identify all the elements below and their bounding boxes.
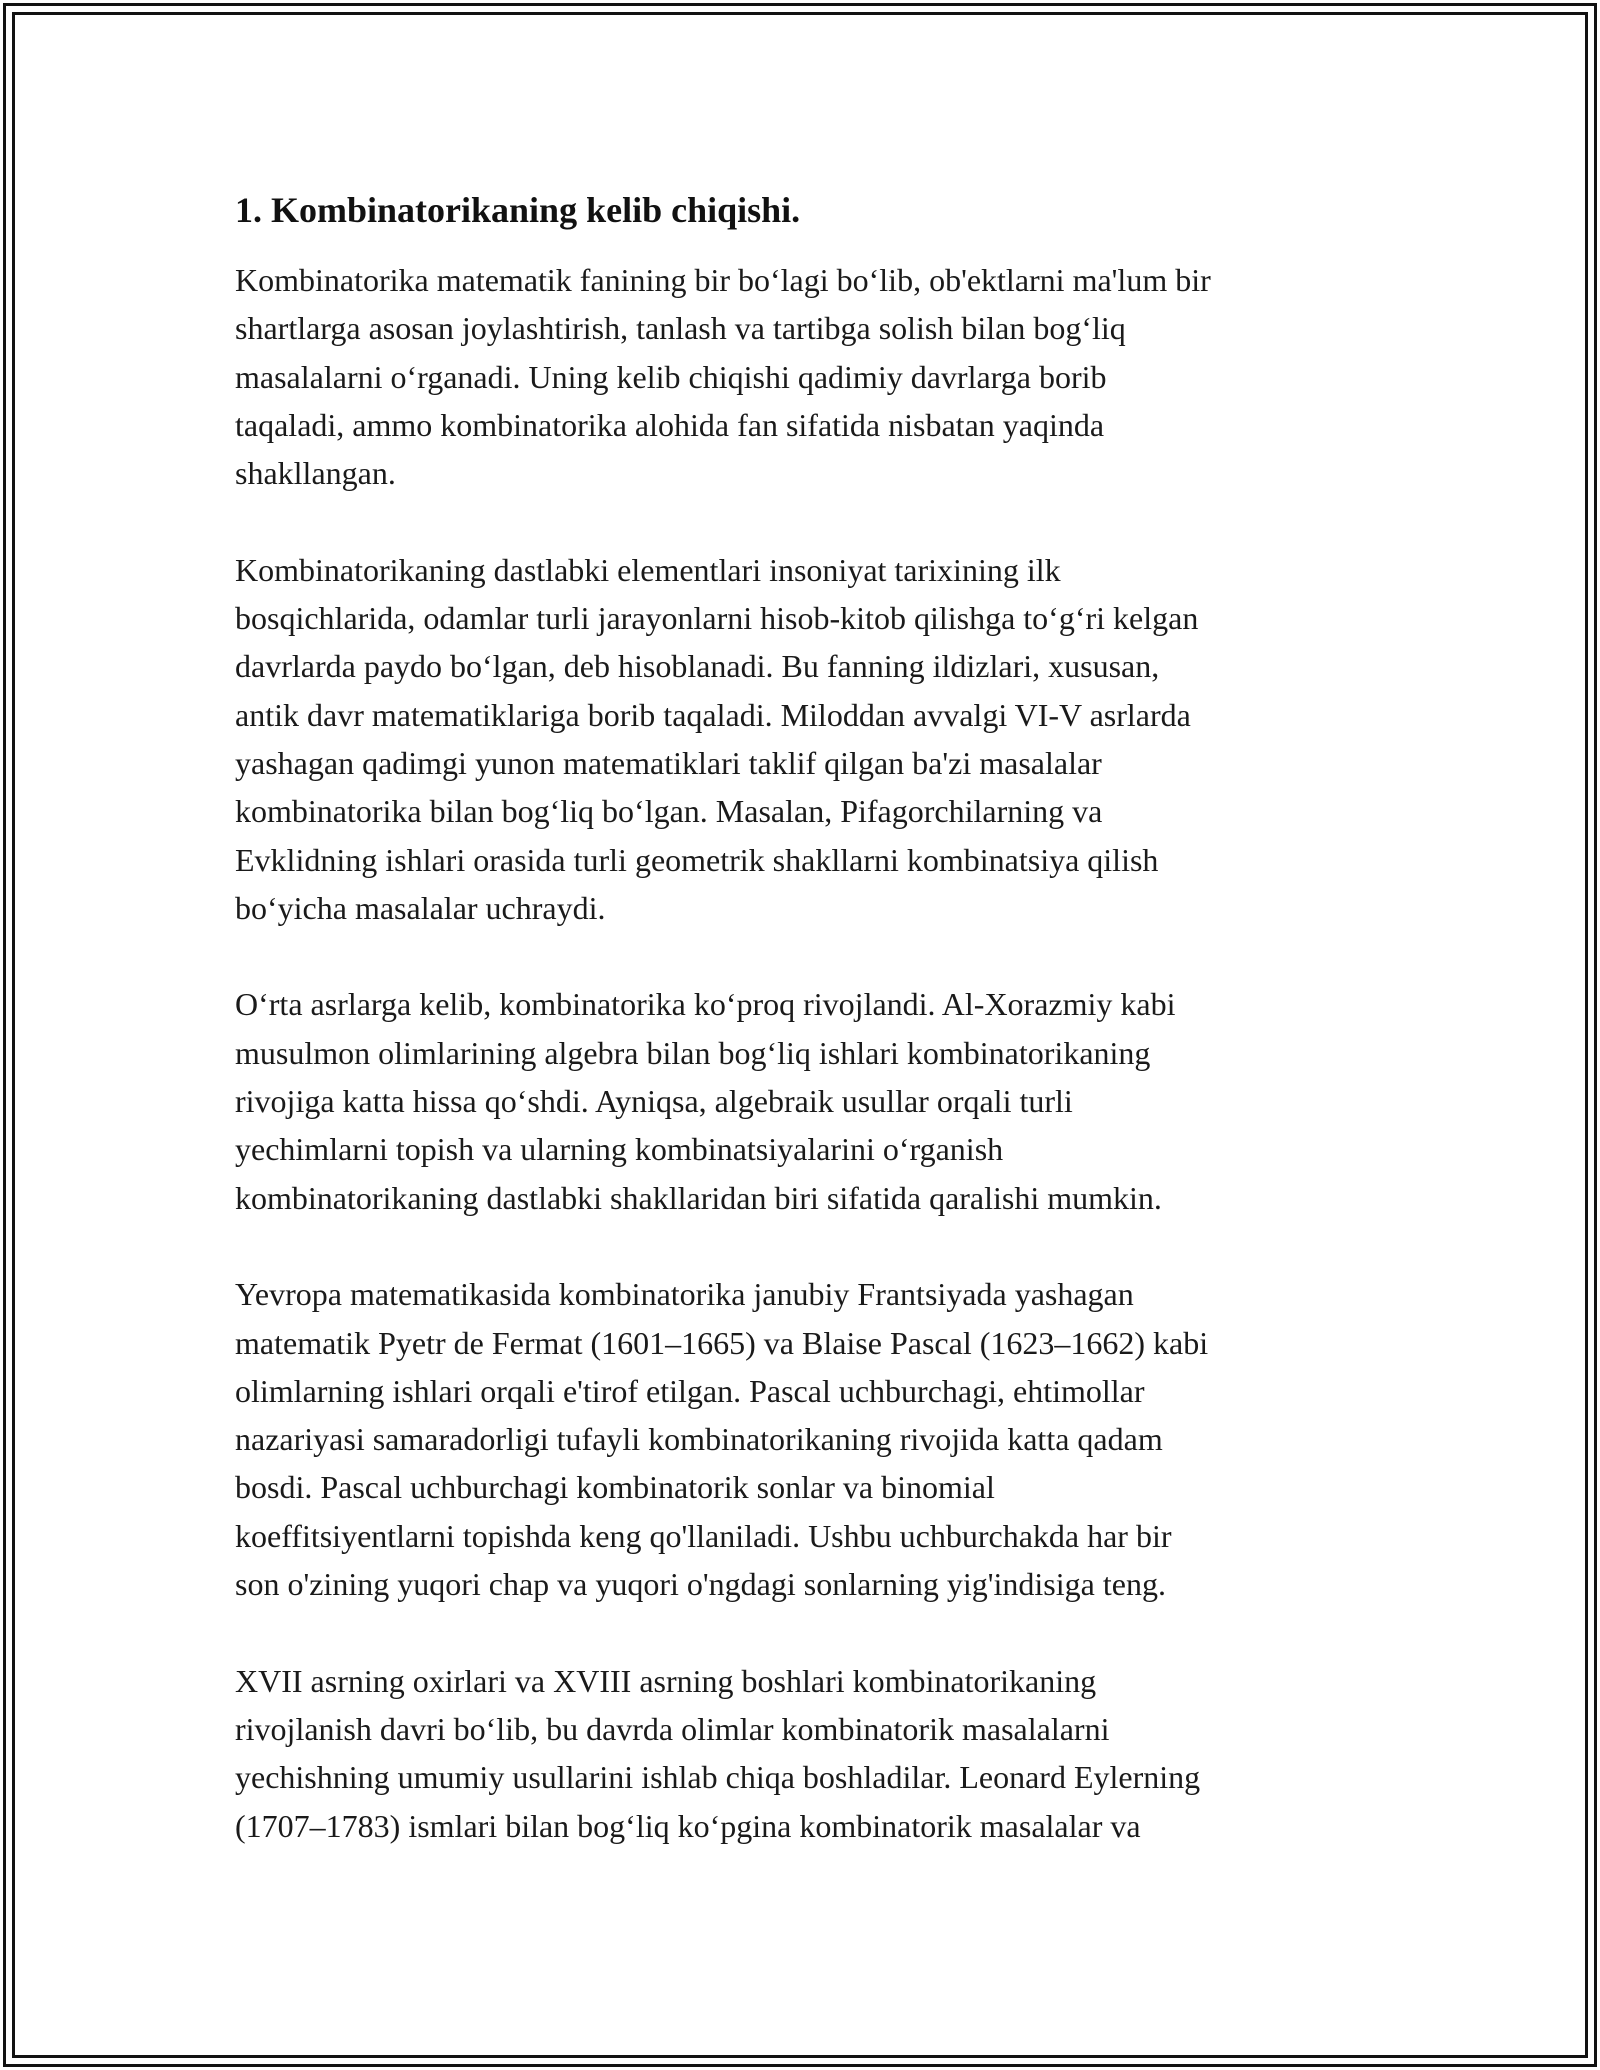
- text-line: (1707–1783) ismlari bilan bog‘liq ko‘pgina kombinatorik masalalar va: [235, 1807, 1141, 1844]
- text-line: kombinatorika bilan bog‘liq bo‘lgan. Masalan, Pifagorchilarning va: [235, 793, 1103, 830]
- text-line: shakllangan.: [235, 455, 396, 492]
- text-line: davrlarda paydo bo‘lgan, deb hisoblanadi. Bu fanning ildizlari, xususan,: [235, 648, 1160, 685]
- text-line: Kombinatorika matematik fanining bir bo‘lagi bo‘lib, ob'ektlarni ma'lum bir: [235, 262, 1211, 298]
- text-line: antik davr matematiklariga borib taqaladi. Miloddan avvalgi VI-V asrlarda: [235, 696, 1191, 733]
- text-line: son o'zining yuqori chap va yuqori o'ngdagi sonlarning yig'indisiga teng.: [235, 1566, 1166, 1603]
- text-line: Kombinatorikaning dastlabki elementlari insoniyat tarixining ilk: [235, 551, 1061, 588]
- text-line: koeffitsiyentlarni topishda keng qo'llaniladi. Ushbu uchburchakda har bir: [235, 1517, 1172, 1554]
- text-line: rivojiga katta hissa qo‘shdi. Ayniqsa, algebraik usullar orqali turli: [235, 1083, 1073, 1120]
- text-line: yechishning umumiy usullarini ishlab chiqa boshladilar. Leonard Eylerning: [235, 1759, 1201, 1796]
- text-line: matematik Pyetr de Fermat (1601–1665) va Blaise Pascal (1623–1662) kabi: [235, 1324, 1209, 1361]
- text-line: musulmon olimlarining algebra bilan bog‘liq ishlari kombinatorikaning: [235, 1034, 1151, 1071]
- text-line: bosqichlarida, odamlar turli jarayonlarni hisob-kitob qilishga to‘g‘ri kelgan: [235, 600, 1199, 637]
- text-line: Evklidning ishlari orasida turli geometrik shakllarni kombinatsiya qilish: [235, 841, 1159, 878]
- text-line: kombinatorikaning dastlabki shakllaridan biri sifatida qaralishi mumkin.: [235, 1179, 1162, 1216]
- section-heading: 1. Kombinatorikaning kelib chiqishi.: [235, 190, 801, 230]
- text-line: XVII asrning oxirlari va XVIII asrning boshlari kombinatorikaning: [235, 1662, 1097, 1699]
- paragraph-5: [235, 1657, 1365, 1850]
- text-line: masalalarni o‘rganadi. Uning kelib chiqishi qadimiy davrlarga borib: [235, 358, 1107, 395]
- document-body: [235, 186, 1365, 1850]
- text-line: rivojlanish davri bo‘lib, bu davrda olimlar kombinatorik masalalarni: [235, 1710, 1110, 1747]
- text-line: yechimlarni topish va ularning kombinatsiyalarini o‘rganish: [235, 1131, 1004, 1168]
- text-line: bosdi. Pascal uchburchagi kombinatorik sonlar va binomial: [235, 1469, 995, 1506]
- text-line: taqaladi, ammo kombinatorika alohida fan sifatida nisbatan yaqinda: [235, 406, 1105, 443]
- paragraph-2: [235, 546, 1365, 932]
- text-line: bo‘yicha masalalar uchraydi.: [235, 889, 606, 926]
- text-line: olimlarning ishlari orqali e'tirof etilgan. Pascal uchburchagi, ehtimollar: [235, 1372, 1145, 1409]
- paragraph-3: [235, 980, 1365, 1221]
- paragraph-4: [235, 1270, 1365, 1608]
- text-line: O‘rta asrlarga kelib, kombinatorika ko‘proq rivojlandi. Al-Xorazmiy kabi: [235, 986, 1176, 1023]
- paragraph-1: [235, 256, 1365, 497]
- text-line: nazariyasi samaradorligi tufayli kombinatorikaning rivojida katta qadam: [235, 1421, 1163, 1458]
- text-line: Yevropa matematikasida kombinatorika janubiy Frantsiyada yashagan: [235, 1276, 1134, 1313]
- text-line: shartlarga asosan joylashtirish, tanlash va tartibga solish bilan bog‘liq: [235, 310, 1126, 347]
- text-line: yashagan qadimgi yunon matematiklari taklif qilgan ba'zi masalalar: [235, 744, 1102, 781]
